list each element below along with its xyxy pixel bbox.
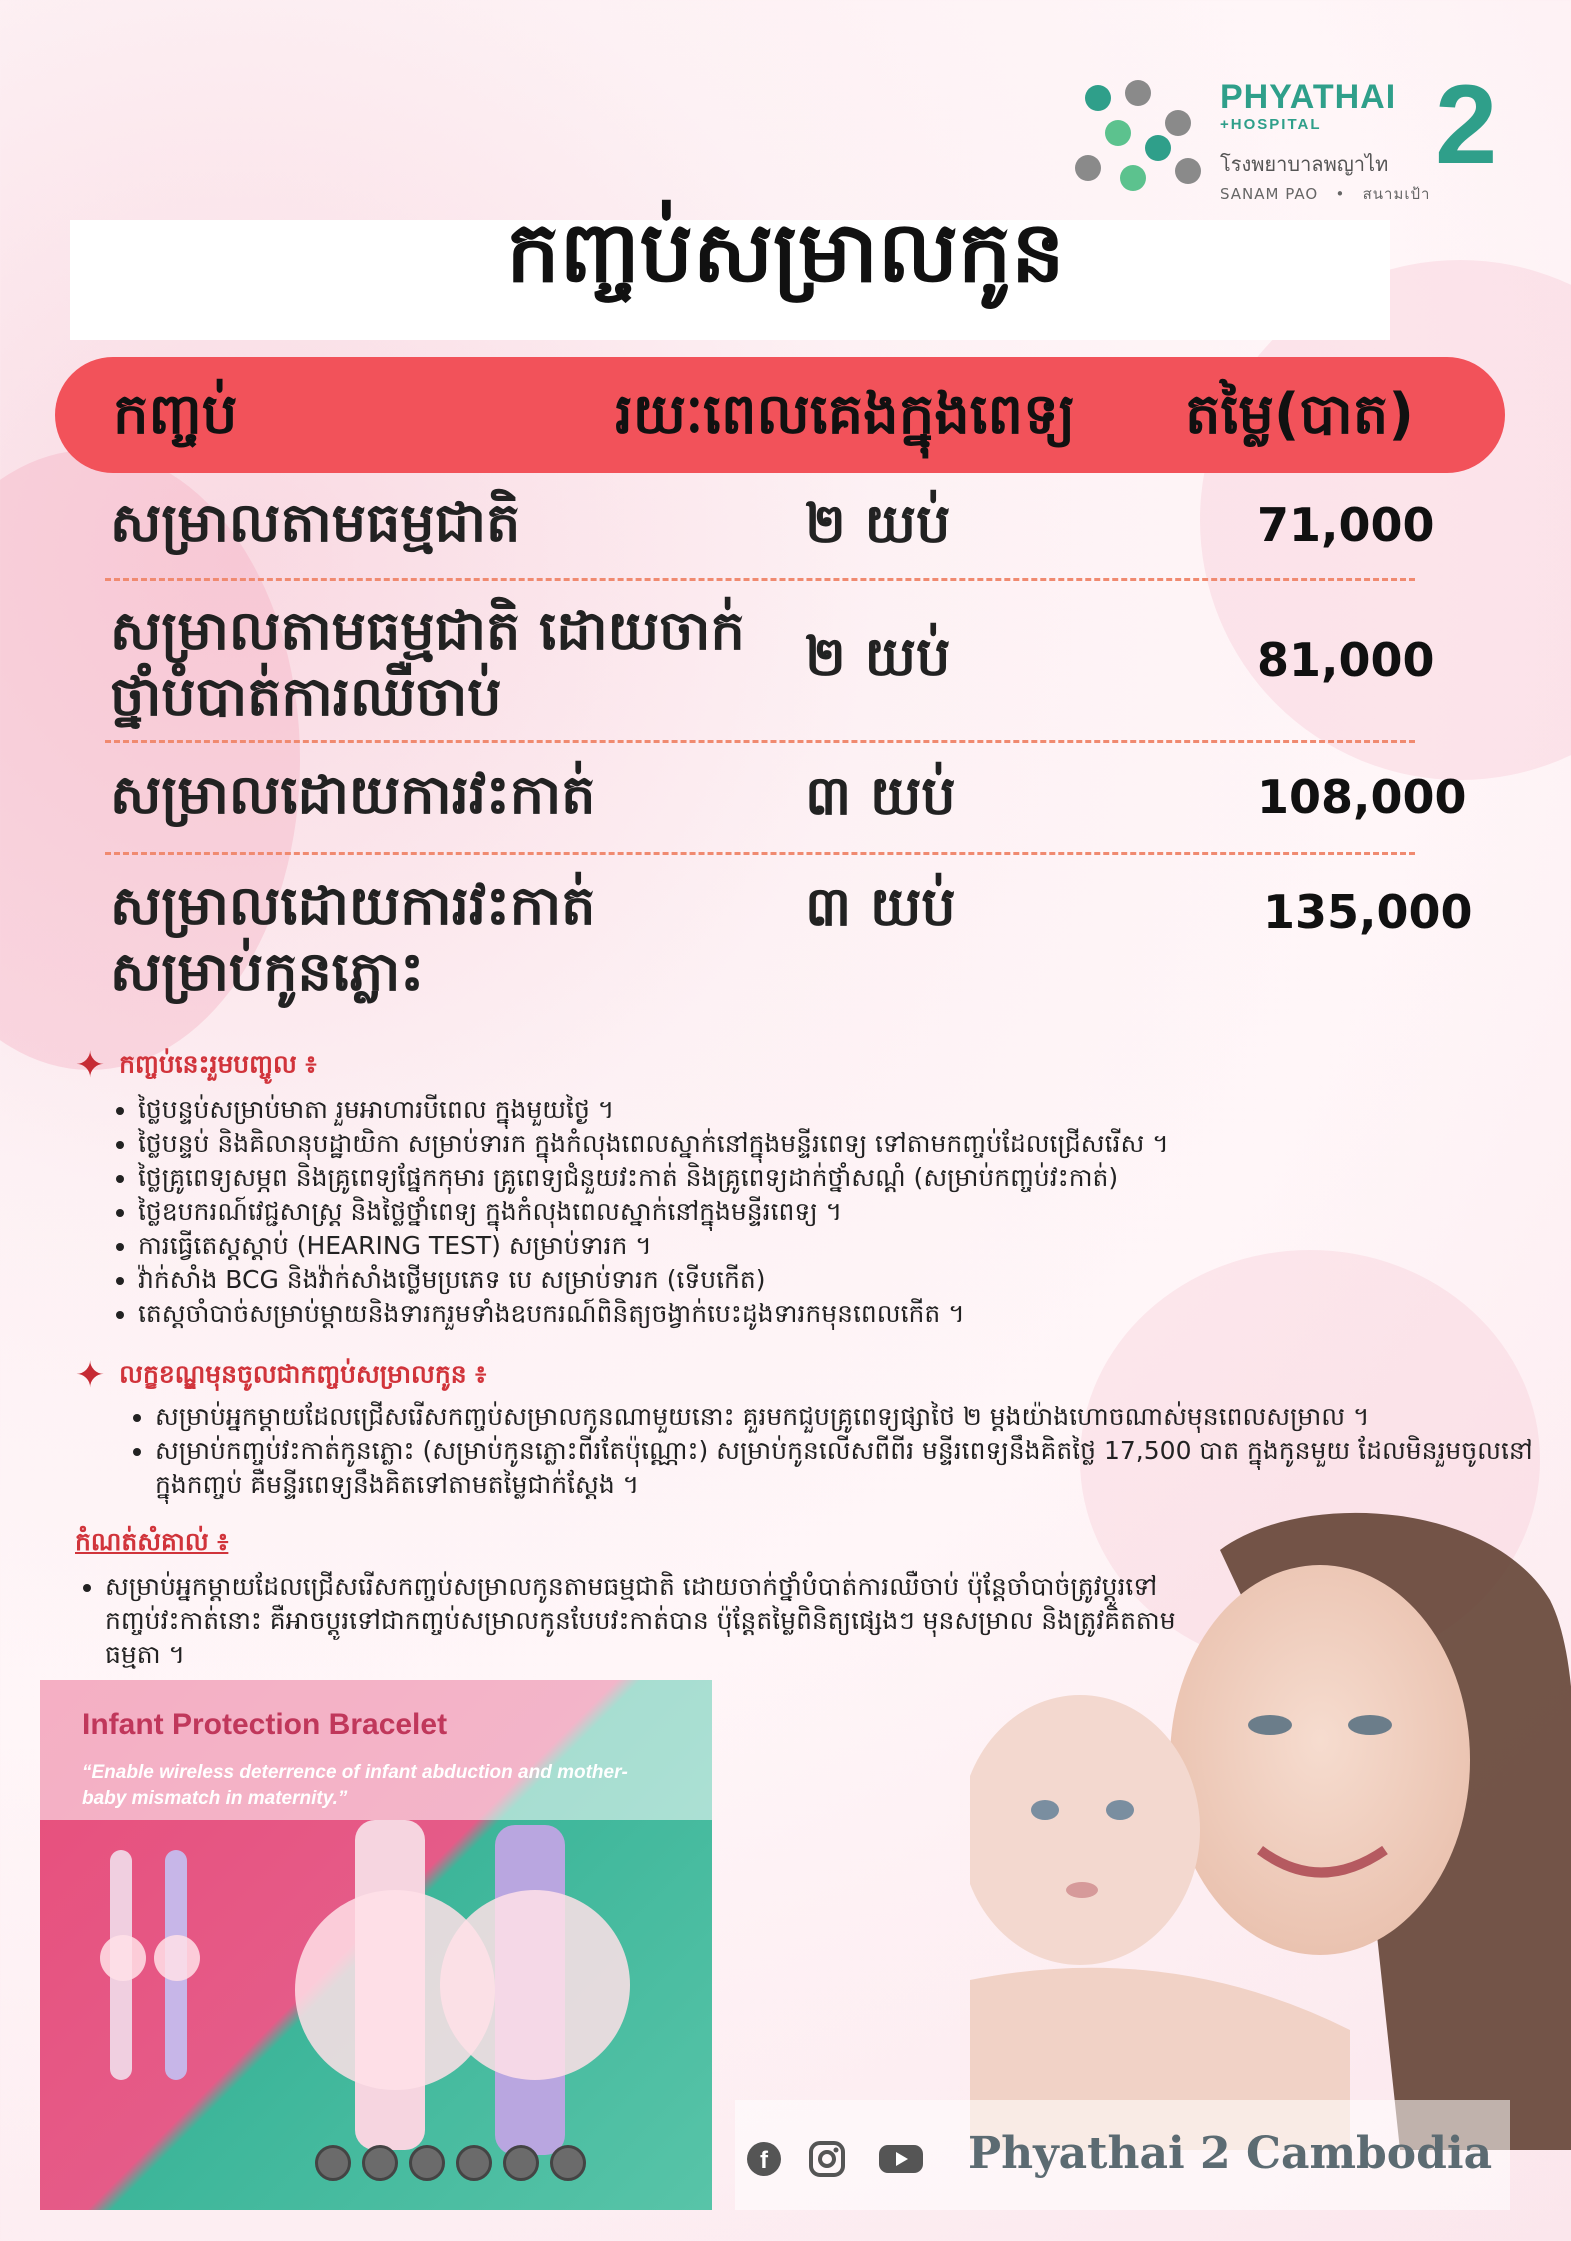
package-price: 135,000	[1263, 885, 1473, 939]
list-item: • តេស្តចាំបាច់សម្រាប់ម្តាយនិងទារករួមទាំងឧបករណ៍ពិនិត្យចង្វាក់បេះដូងទារកមុនពេលកើត ។	[138, 1297, 1518, 1331]
logo-mark-icon	[1075, 80, 1205, 190]
list-item: • វ៉ាក់សាំង BCG និងវ៉ាក់សាំងថ្លើមប្រភេទ បេ សម្រាប់ទារក (ទើបកើត)	[138, 1263, 1518, 1297]
header-price: តម្លៃ(បាត)	[1185, 382, 1414, 447]
bracelet-face	[154, 1935, 200, 1981]
logo-name: PHYATHAI	[1220, 78, 1397, 116]
header-duration: រយៈពេលគេងក្នុងពេទ្យ	[615, 382, 1076, 447]
brand-name: Phyathai 2 Cambodia	[968, 2128, 1493, 2179]
table-header	[55, 357, 1505, 473]
logo-sub: +HOSPITAL	[1220, 116, 1322, 133]
conditions-list	[125, 1400, 1535, 1502]
svg-text:f: f	[760, 2147, 768, 2174]
shield-icon	[456, 2145, 492, 2181]
list-item: • ថ្លៃបន្ទប់សម្រាប់មាតា រួមអាហារបីពេល ក្នុងមួយថ្ងៃ ។	[138, 1093, 1518, 1127]
youtube-icon[interactable]	[878, 2140, 924, 2178]
bracelet-title: Infant Protection Bracelet	[82, 1708, 448, 1741]
mother-face	[1170, 1565, 1470, 1955]
row-divider	[105, 578, 1415, 581]
facebook-icon[interactable]	[745, 2140, 783, 2178]
baby-face	[970, 1695, 1200, 1965]
baby-eye	[1106, 1800, 1134, 1820]
hospital-logo	[1075, 62, 1515, 210]
wireless-icon	[315, 2145, 351, 2181]
package-name: សម្រាលដោយការវះកាត់ សម្រាប់កូនភ្លោះ	[110, 874, 596, 1003]
list-item: • ថ្លៃបន្ទប់ និងគិលានុបដ្ឋាយិកា សម្រាប់ទារក ក្នុងកំលុងពេលស្នាក់នៅក្នុងមន្ទីរពេទ្យ ទៅតាមកញ្ចប់ដែលជ្រើសរើស ។	[138, 1127, 1518, 1161]
conditions-title: ✦ លក្ខខណ្ឌមុនចូលជាកញ្ចប់សម្រាលកូន ៖	[75, 1355, 487, 1396]
list-item: • ថ្លៃគ្រូពេទ្យសម្ភព និងគ្រូពេទ្យផ្នែកកុមារ គ្រូពេទ្យជំនួយវះកាត់ និងគ្រូពេទ្យដាក់ថ្នាំសណ្ដំ (សម្រាប់កញ្ចប់វះកាត់)	[138, 1161, 1518, 1195]
logo-number: 2	[1435, 62, 1498, 187]
star-icon: ✦	[75, 1045, 106, 1086]
includes-list	[108, 1093, 1518, 1331]
logo-thai-name: โรงพยาบาลพญาไท	[1220, 152, 1389, 176]
row-divider	[105, 740, 1415, 743]
row-divider	[105, 852, 1415, 855]
bracelet-face	[100, 1935, 146, 1981]
note-title: កំណត់សំគាល់ ៖	[75, 1527, 229, 1556]
package-price: 108,000	[1257, 770, 1467, 824]
mother-eye	[1248, 1715, 1292, 1735]
package-duration: ៣ យប់	[805, 875, 956, 938]
package-name: សម្រាលតាមធម្មជាតិ ដោយចាក់ថ្នាំបំបាត់ការឈឺចាប់	[110, 599, 745, 728]
package-duration: ៣ យប់	[805, 764, 956, 827]
list-item: • ថ្លៃឧបករណ៍វេជ្ជសាស្ត្រ និងថ្លៃថ្នាំពេទ្យ ក្នុងកំលុងពេលស្នាក់នៅក្នុងមន្ទីរពេទ្យ ។	[138, 1195, 1518, 1229]
package-duration: ២ យប់	[805, 625, 951, 688]
baby-mouth	[1066, 1882, 1098, 1898]
bracelet-tagline: “Enable wireless deterrence of infant abduction and mother-baby mismatch in maternity.”	[82, 1762, 628, 1809]
page-title: កញ្ចប់សម្រាលកូន	[506, 203, 1065, 301]
package-name: សម្រាលតាមធម្មជាតិ	[110, 491, 521, 554]
bracelet-card	[40, 1680, 712, 2210]
package-duration: ២ យប់	[805, 492, 951, 555]
includes-title: ✦ កញ្ចប់នេះរួមបញ្ចូល ៖	[75, 1045, 317, 1086]
battery-icon	[503, 2145, 539, 2181]
package-price: 81,000	[1257, 633, 1435, 687]
leaf-icon	[550, 2145, 586, 2181]
package-price: 71,000	[1257, 498, 1435, 552]
list-item: • សម្រាប់អ្នកម្តាយដែលជ្រើសរើសកញ្ចប់សម្រាលកូនតាមធម្មជាតិ ដោយចាក់ថ្នាំបំបាត់ការឈឺចាប់ ប៉ុន្តែចាំបាច់ត្រូវប្តូរទៅកញ្ចប់វះកាត់នោះ គឺអាចប្តូរទៅជាកញ្ចប់សម្រាលកូនបែបវះកាត់បាន ប៉ុន្តែតម្លៃពិនិត្យផ្សេងៗ មុនសម្រាល និងត្រូវគិតតាមធម្មតា ។	[105, 1570, 1225, 1672]
mother-eye	[1348, 1715, 1392, 1735]
list-item: • ការធ្វើតេស្តស្តាប់ (HEARING TEST) សម្រាប់ទារក ។	[138, 1229, 1518, 1263]
logo-location: SANAM PAO • สนามเป้า	[1220, 185, 1431, 203]
mother-baby-photo	[970, 1510, 1571, 2150]
list-item: • សម្រាប់អ្នកម្តាយដែលជ្រើសរើសកញ្ចប់សម្រាលកូនណាមួយនោះ គួរមកជួបគ្រូពេទ្យផ្សាថៃ ២ ម្តងយ៉ាងហោចណាស់មុនពេលសម្រាល ។	[155, 1400, 1535, 1434]
list-item: • សម្រាប់កញ្ចប់វះកាត់កូនភ្លោះ (សម្រាប់កូនភ្លោះពីរតែប៉ុណ្ណោះ) សម្រាប់កូនលើសពីពីរ មន្ទីរពេទ្យនឹងគិតថ្លៃ 17,500 បាត ក្នុងកូនមួយ ដែលមិនរួមចូលនៅក្នុងកញ្ចប់ គឺមន្ទីរពេទ្យនឹងគិតទៅតាមតម្លៃជាក់ស្តែង ។	[155, 1434, 1535, 1502]
feature-icons	[315, 2145, 597, 2185]
alarm-icon	[409, 2145, 445, 2181]
instagram-icon[interactable]	[808, 2140, 846, 2178]
mother-icon	[362, 2145, 398, 2181]
bracelet-device	[440, 1890, 630, 2080]
star-icon: ✦	[75, 1355, 106, 1396]
package-name: សម្រាលដោយការវះកាត់	[110, 763, 596, 826]
header-package: កញ្ចប់	[113, 382, 238, 447]
baby-eye	[1031, 1800, 1059, 1820]
